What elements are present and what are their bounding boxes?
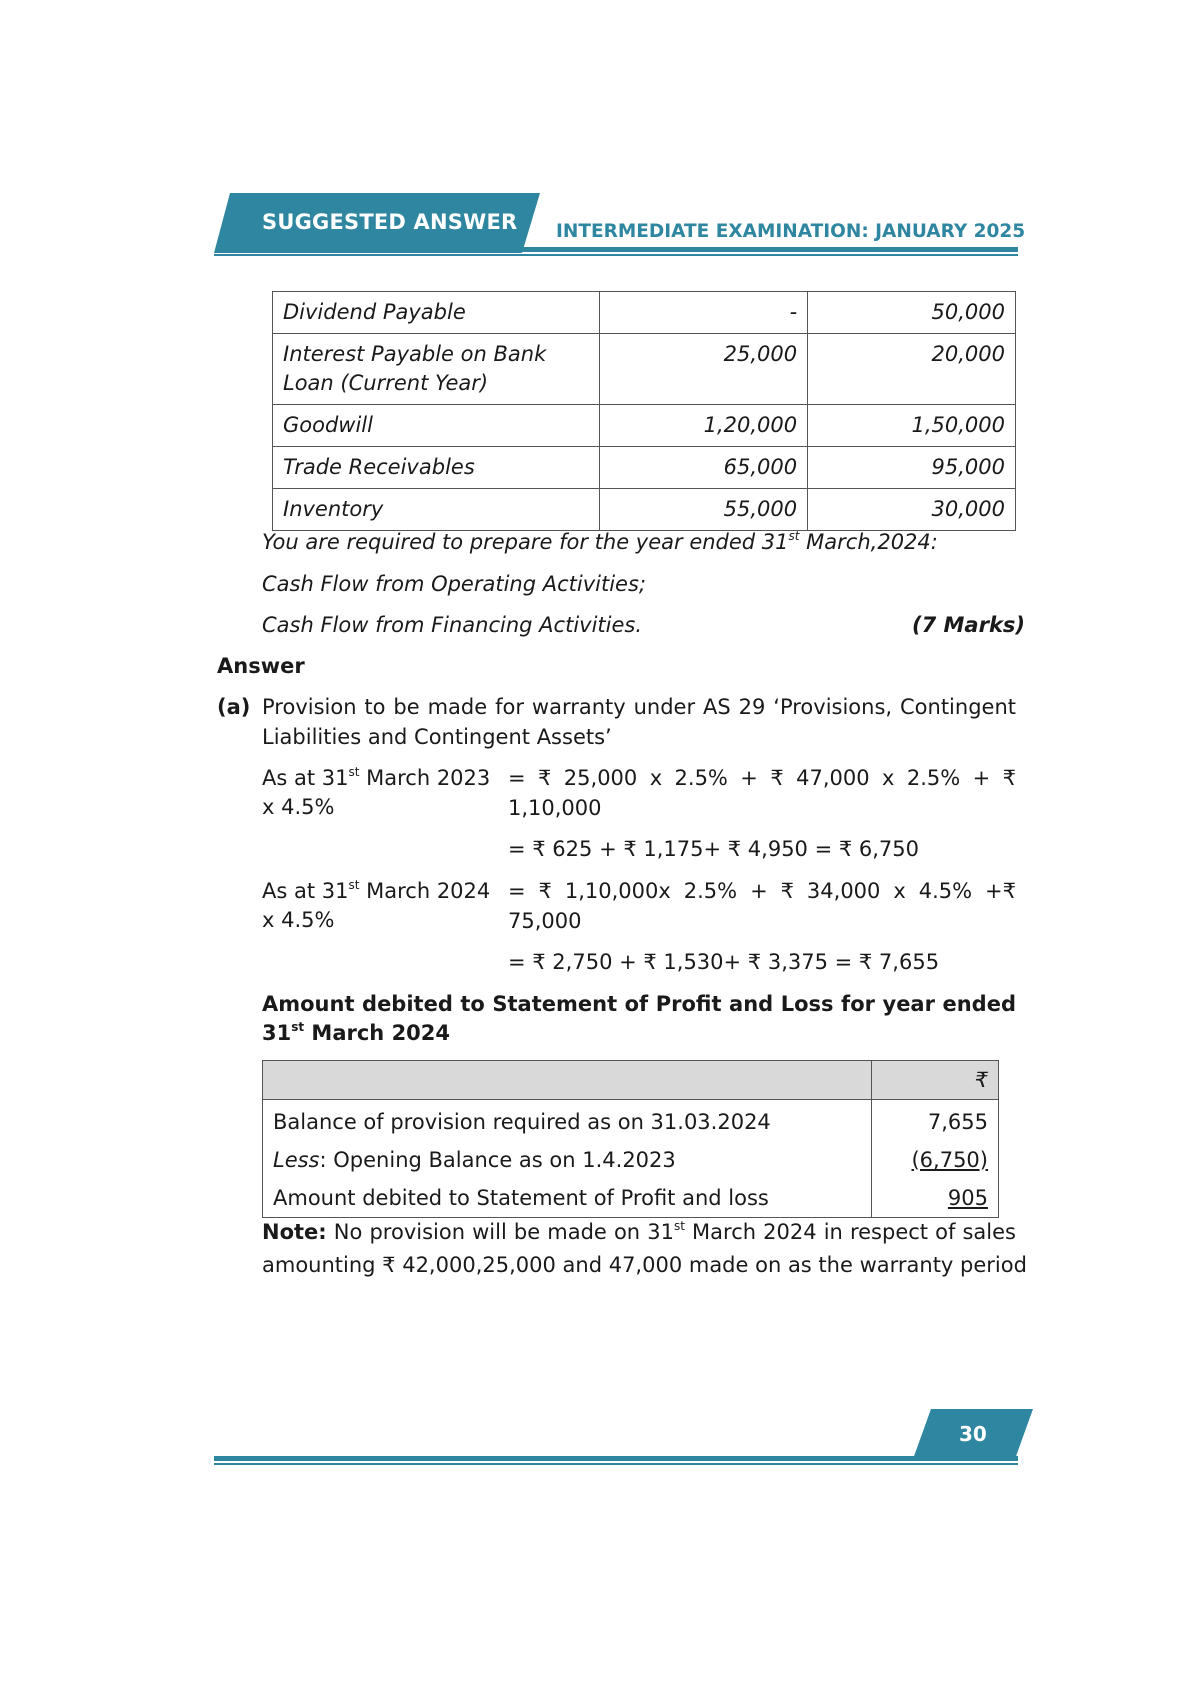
table-row [273,489,1016,531]
row-value: 905 [872,1179,999,1218]
amount-heading-line1: Amount debited to Statement of Profit and Loss for year ended [262,992,1016,1016]
required-item-operating: Cash Flow from Operating Activities; [262,572,646,596]
row-label: Dividend Payable [273,292,600,334]
table-header-row [263,1061,999,1100]
header-rule [520,247,1018,252]
row-value: 7,655 [872,1100,999,1142]
row-value: (6,750) [872,1141,999,1179]
table-row [273,405,1016,447]
table-row [263,1179,999,1218]
row-label: Amount debited to Statement of Profit and loss [263,1179,872,1218]
calc-2023-line2: = ₹ 625 + ₹ 1,175+ ₹ 4,950 = ₹ 6,750 [508,837,920,861]
table-row [263,1100,999,1142]
calc-2024-label: As at 31st March 2024 [262,878,491,903]
currency-header: ₹ [872,1061,999,1100]
header-tab-label: SUGGESTED ANSWER [262,210,518,234]
provision-table [262,1060,999,1218]
row-label: Inventory [273,489,600,531]
footer-rule [214,1456,1018,1461]
calc-2023-label: As at 31st March 2023 [262,765,491,790]
row-label: Balance of provision required as on 31.03.2024 [263,1100,872,1142]
row-label: Less: Opening Balance as on 1.4.2023 [263,1141,872,1179]
row-value-1: 55,000 [600,489,808,531]
exam-title: INTERMEDIATE EXAMINATION: JANUARY 2025 [556,221,1026,242]
header-rule-thin [214,254,1018,256]
part-label: (a) [217,695,251,719]
row-value-2: 30,000 [808,489,1016,531]
row-value-2: 50,000 [808,292,1016,334]
table-row [273,447,1016,489]
row-value-2: 95,000 [808,447,1016,489]
amount-heading-line2: 31st March 2024 [262,1020,451,1045]
row-value-1: 65,000 [600,447,808,489]
note-line1: Note: No provision will be made on 31st March 2024 in respect of sales [262,1219,1016,1244]
answer-intro: Provision to be made for warranty under AS 29 ‘Provisions, Contingent Liabilities and Contingent Assets’ [262,695,1016,749]
marks-label: (7 Marks) [912,613,1026,637]
answer-heading: Answer [217,654,305,678]
row-label: Goodwill [273,405,600,447]
page-number: 30 [959,1422,987,1446]
required-statement: You are required to prepare for the year ended 31st March,2024: [262,529,938,554]
calc-2023-line1-cont: x 4.5% [262,795,335,819]
row-value-2: 1,50,000 [808,405,1016,447]
table-row [273,292,1016,334]
balances-table [272,291,1016,531]
required-item-financing: Cash Flow from Financing Activities. [262,613,643,637]
calc-2023-line1: = ₹ 25,000 x 2.5% + ₹ 47,000 x 2.5% + ₹ 1,10,000 [508,766,1016,820]
note-line2: amounting ₹ 42,000,25,000 and 47,000 made on as the warranty period [262,1253,1027,1277]
table-row [273,334,1016,405]
row-value-1: - [600,292,808,334]
calc-2024-line2: = ₹ 2,750 + ₹ 1,530+ ₹ 3,375 = ₹ 7,655 [508,950,940,974]
calc-2024-line1: = ₹ 1,10,000x 2.5% + ₹ 34,000 x 4.5% +₹ 75,000 [508,879,1016,933]
row-value-2: 20,000 [808,334,1016,405]
row-value-1: 1,20,000 [600,405,808,447]
row-label: Trade Receivables [273,447,600,489]
table-row [263,1141,999,1179]
row-value-1: 25,000 [600,334,808,405]
calc-2024-line1-cont: x 4.5% [262,908,335,932]
footer-rule-thin [214,1463,1018,1465]
row-label: Interest Payable on Bank Loan (Current Year) [273,334,600,405]
